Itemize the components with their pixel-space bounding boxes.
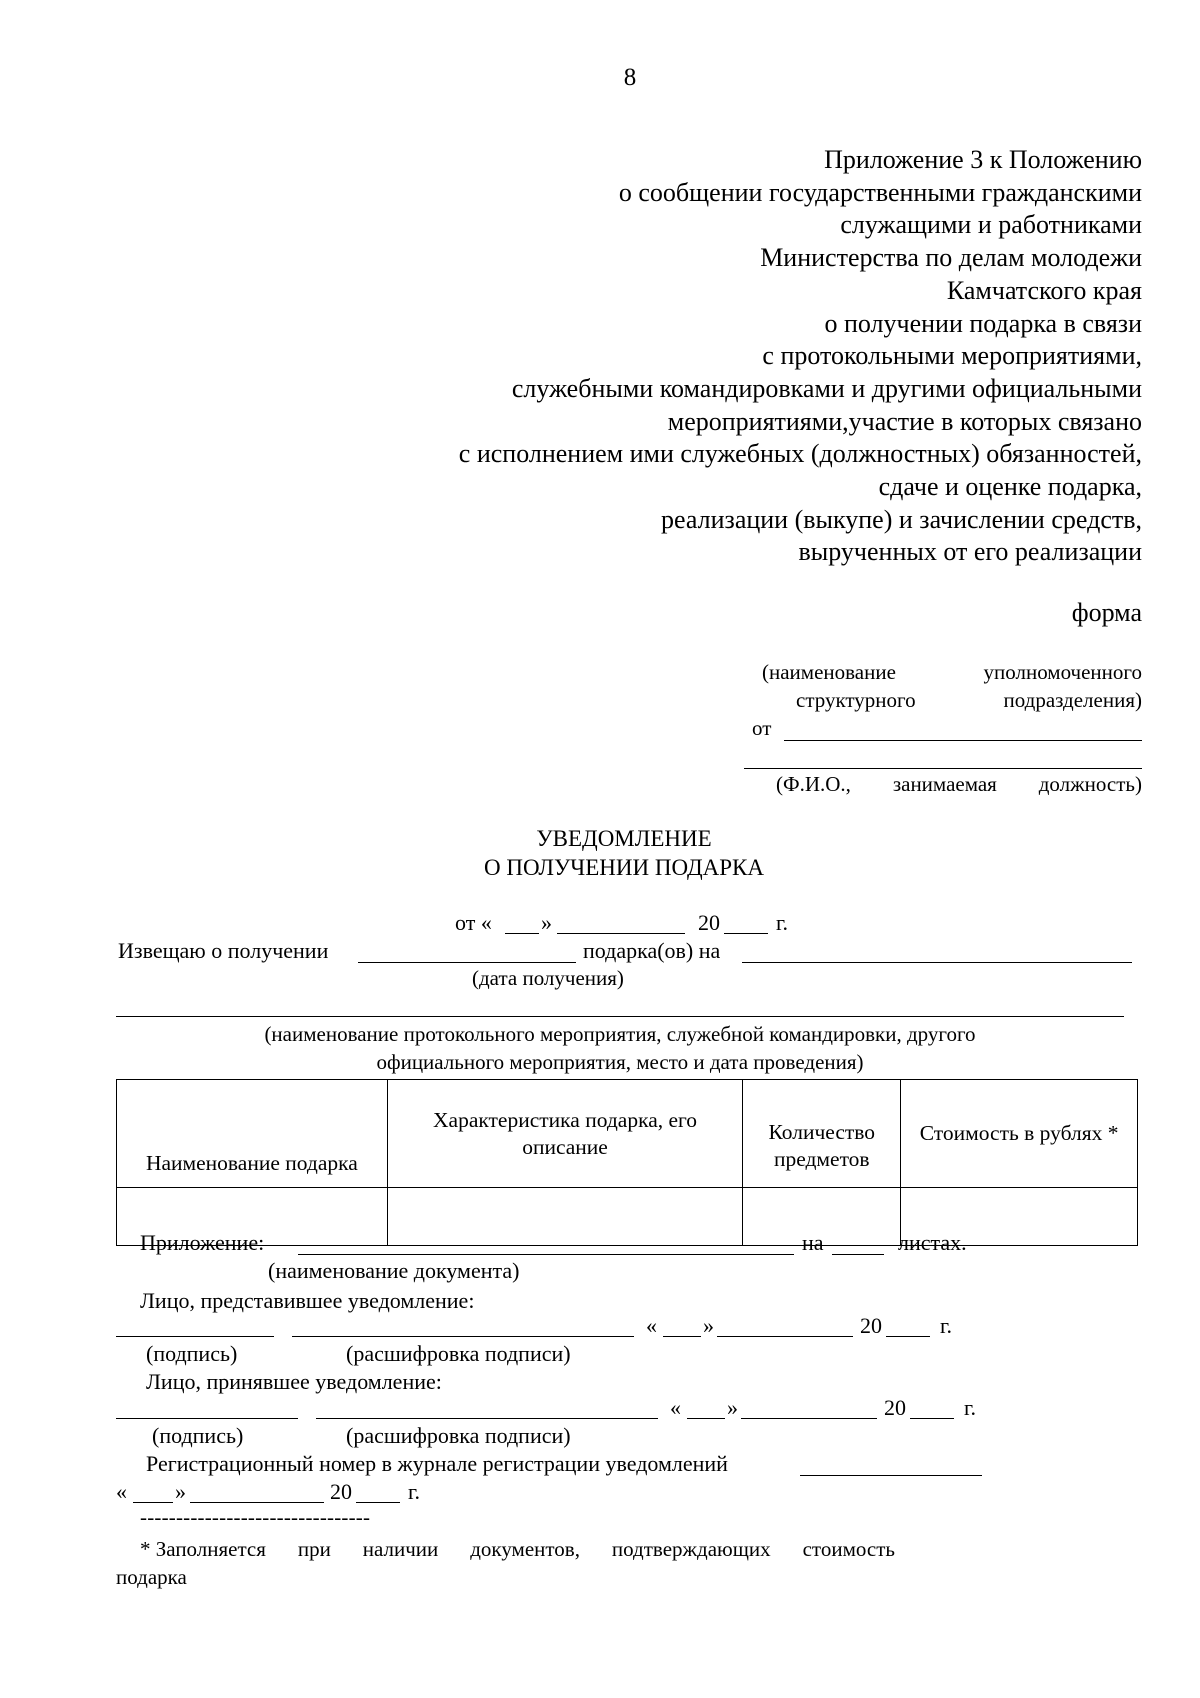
approval-line: сдаче и оценке подарка, bbox=[878, 472, 1142, 502]
addressee-hint: (наименование bbox=[762, 660, 896, 684]
attachment-hint: (наименование документа) bbox=[268, 1258, 520, 1283]
footnote-word: при bbox=[297, 1537, 331, 1561]
footnote-word: подтверждающих bbox=[611, 1537, 771, 1561]
table-row bbox=[117, 1188, 1138, 1246]
notice-label: Извещаю о получении bbox=[118, 938, 329, 963]
from-name-field[interactable] bbox=[784, 740, 1142, 741]
acceptor-month-field[interactable] bbox=[741, 1418, 877, 1419]
registration-year-prefix: 20 bbox=[330, 1479, 352, 1504]
approval-line: о получении подарка в связи bbox=[824, 308, 1142, 338]
event-hint-2: официального мероприятия, место и дата проведения) bbox=[376, 1050, 864, 1074]
addressee-hint: уполномоченного bbox=[983, 660, 1142, 684]
attachment-on: на bbox=[802, 1230, 824, 1255]
submitter-date-close: » bbox=[703, 1313, 714, 1338]
attachment-sheets-field[interactable] bbox=[832, 1254, 884, 1255]
column-header-description: Характеристика подарка, его описание bbox=[387, 1080, 743, 1188]
footnote-line-2: подарка bbox=[116, 1565, 187, 1589]
date-hint: (дата получения) bbox=[472, 966, 624, 990]
event-details-field[interactable] bbox=[116, 1016, 1124, 1017]
date-suffix: г. bbox=[776, 910, 789, 935]
registration-year-field[interactable] bbox=[356, 1502, 400, 1503]
event-hint-1: (наименование протокольного мероприятия, служебной командировки, другого bbox=[264, 1022, 976, 1046]
date-open: от « bbox=[455, 910, 492, 935]
approval-line: вырученных от его реализации bbox=[798, 537, 1142, 567]
from-label: от bbox=[752, 716, 772, 740]
acceptor-name-field[interactable] bbox=[316, 1418, 658, 1419]
addressee-hint: подразделения) bbox=[1003, 688, 1142, 712]
registration-date-close: » bbox=[175, 1479, 186, 1504]
position-field[interactable] bbox=[744, 768, 1142, 769]
approval-line: о сообщении государственными гражданскими bbox=[618, 177, 1142, 207]
acceptor-decode-hint: (расшифровка подписи) bbox=[346, 1423, 571, 1448]
approval-line: служебными командировками и другими официальными bbox=[511, 373, 1142, 403]
column-header-gift-name: Наименование подарка bbox=[117, 1080, 388, 1188]
date-month-field[interactable] bbox=[557, 933, 685, 934]
approval-line: реализации (выкупе) и зачислении средств, bbox=[661, 504, 1142, 534]
footnote-separator: -------------------------------- bbox=[140, 1505, 371, 1529]
date-day-field[interactable] bbox=[505, 933, 539, 934]
registration-date-open: « bbox=[116, 1479, 127, 1504]
column-header-cost: Стоимость в рублях * bbox=[901, 1080, 1138, 1188]
submitter-name-field[interactable] bbox=[292, 1336, 634, 1337]
gift-receipt-date-field[interactable] bbox=[358, 962, 576, 963]
footnote-line-1 bbox=[140, 1537, 895, 1562]
registration-day-field[interactable] bbox=[133, 1502, 173, 1503]
accepted-by-label: Лицо, принявшее уведомление: bbox=[146, 1369, 442, 1394]
table-cell[interactable] bbox=[387, 1188, 743, 1246]
attachment-name-field[interactable] bbox=[298, 1254, 794, 1255]
submitter-year-field[interactable] bbox=[886, 1336, 930, 1337]
submitter-day-field[interactable] bbox=[663, 1336, 701, 1337]
event-field[interactable] bbox=[742, 962, 1132, 963]
form-label: форма bbox=[1071, 598, 1142, 627]
table-header-row bbox=[117, 1080, 1138, 1188]
submitter-signature-field[interactable] bbox=[116, 1336, 274, 1337]
registration-label: Регистрационный номер в журнале регистрации уведомлений bbox=[146, 1451, 728, 1476]
addressee-hint: структурного bbox=[796, 688, 916, 712]
approval-line: Камчатского края bbox=[946, 275, 1142, 305]
fio-hint bbox=[776, 772, 1142, 797]
submitted-by-label: Лицо, представившее уведомление: bbox=[140, 1288, 475, 1313]
attachment-label: Приложение: bbox=[140, 1230, 265, 1255]
acceptor-day-field[interactable] bbox=[687, 1418, 725, 1419]
approval-line: с протокольными мероприятиями, bbox=[762, 341, 1142, 371]
document-title: УВЕДОМЛЕНИЕ bbox=[536, 826, 712, 851]
approval-block bbox=[459, 144, 1142, 569]
registration-month-field[interactable] bbox=[190, 1502, 324, 1503]
acceptor-date-close: » bbox=[727, 1395, 738, 1420]
fio-hint-part: должность) bbox=[1038, 772, 1142, 796]
addressee-hint-line-1 bbox=[762, 660, 1142, 685]
submitter-year-prefix: 20 bbox=[860, 1313, 882, 1338]
approval-line: Министерства по делам молодежи bbox=[760, 243, 1142, 273]
submitter-decode-hint: (расшифровка подписи) bbox=[346, 1341, 571, 1366]
document-subtitle: О ПОЛУЧЕНИИ ПОДАРКА bbox=[483, 855, 764, 880]
acceptor-signature-hint: (подпись) bbox=[152, 1423, 244, 1448]
submitter-date-suffix: г. bbox=[940, 1313, 953, 1338]
addressee-hint-line-2 bbox=[796, 688, 1142, 713]
fio-hint-part: занимаемая bbox=[892, 772, 997, 796]
column-header-quantity: Количество предметов bbox=[743, 1080, 901, 1188]
acceptor-year-field[interactable] bbox=[910, 1418, 954, 1419]
gifts-table bbox=[116, 1079, 1138, 1246]
acceptor-date-suffix: г. bbox=[964, 1395, 977, 1420]
footnote-word: * Заполняется bbox=[140, 1537, 266, 1561]
fio-hint-part: (Ф.И.О., bbox=[776, 772, 851, 796]
notice-gifts-on: подарка(ов) на bbox=[583, 938, 721, 963]
date-close-quote: » bbox=[541, 910, 552, 935]
date-year-field[interactable] bbox=[724, 933, 768, 934]
approval-line: с исполнением ими служебных (должностных) обязанностей, bbox=[458, 439, 1142, 469]
acceptor-date-open: « bbox=[670, 1395, 681, 1420]
approval-line: служащими и работниками bbox=[840, 210, 1142, 240]
approval-line: мероприятиями,участие в которых связано bbox=[667, 406, 1142, 436]
registration-date-suffix: г. bbox=[408, 1479, 421, 1504]
footnote-word: наличии bbox=[362, 1537, 439, 1561]
attachment-sheets: листах. bbox=[898, 1230, 967, 1255]
acceptor-year-prefix: 20 bbox=[884, 1395, 906, 1420]
footnote-word: документов, bbox=[470, 1537, 580, 1561]
registration-number-field[interactable] bbox=[800, 1475, 982, 1476]
page-number: 8 bbox=[623, 64, 637, 91]
footnote-word: стоимость bbox=[802, 1537, 895, 1561]
approval-line: Приложение 3 к Положению bbox=[824, 145, 1142, 174]
date-year-prefix: 20 bbox=[698, 910, 720, 935]
acceptor-signature-field[interactable] bbox=[116, 1418, 298, 1419]
submitter-date-open: « bbox=[646, 1313, 657, 1338]
submitter-month-field[interactable] bbox=[717, 1336, 853, 1337]
submitter-signature-hint: (подпись) bbox=[146, 1341, 238, 1366]
